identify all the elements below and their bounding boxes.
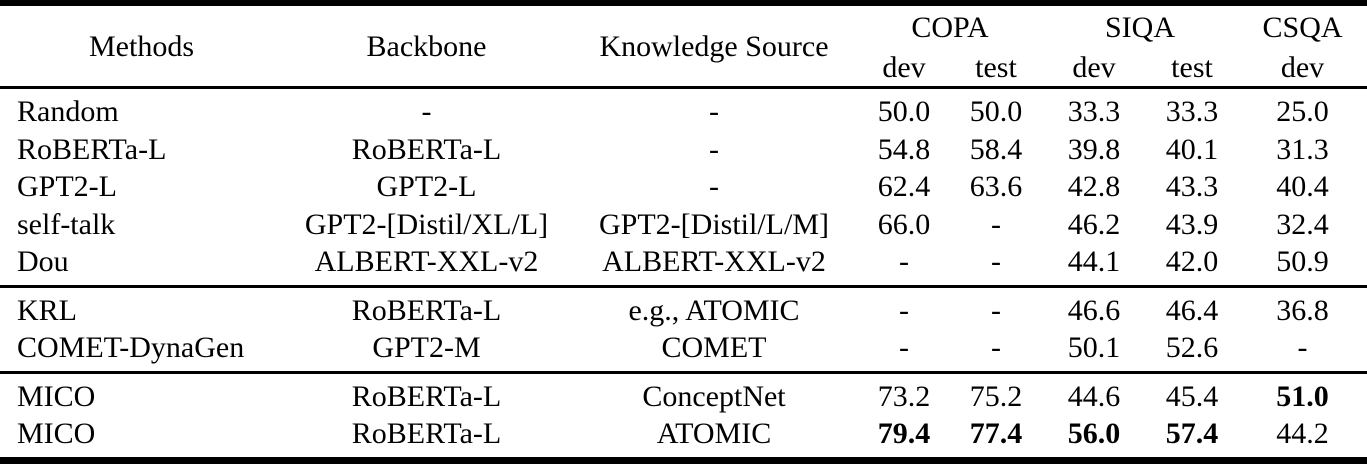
score-cell: 63.6 bbox=[969, 170, 1023, 204]
header-copa-dev: dev bbox=[882, 50, 926, 84]
method-cell: MICO bbox=[17, 379, 96, 413]
method-cell: KRL bbox=[17, 293, 77, 327]
score-cell: - bbox=[899, 293, 909, 327]
header-backbone: Backbone bbox=[366, 29, 487, 63]
header-copa-group: COPA bbox=[911, 10, 989, 44]
score-cell: 50.1 bbox=[1067, 331, 1121, 365]
table-block-3 bbox=[0, 372, 1367, 460]
score-cell: 33.3 bbox=[1165, 95, 1219, 129]
score-cell: 39.8 bbox=[1067, 132, 1121, 166]
method-cell: COMET-DynaGen bbox=[17, 331, 245, 365]
backbone-cell: GPT2-L bbox=[376, 170, 477, 204]
score-cell: 46.4 bbox=[1165, 293, 1219, 327]
score-cell: 77.4 bbox=[969, 417, 1023, 451]
score-cell: - bbox=[899, 331, 909, 365]
score-cell: 57.4 bbox=[1165, 417, 1219, 451]
score-cell: 79.4 bbox=[877, 417, 931, 451]
score-cell: 50.0 bbox=[877, 95, 931, 129]
score-cell: 40.4 bbox=[1276, 170, 1329, 204]
knowledge-source-cell: - bbox=[709, 170, 719, 204]
backbone-cell: GPT2-[Distil/XL/L] bbox=[304, 207, 549, 241]
score-cell: 54.8 bbox=[877, 132, 931, 166]
backbone-cell: RoBERTa-L bbox=[351, 293, 502, 327]
score-cell: 46.6 bbox=[1067, 293, 1121, 327]
method-cell: Random bbox=[17, 95, 119, 129]
score-cell: 40.1 bbox=[1165, 132, 1219, 166]
score-cell: - bbox=[991, 331, 1001, 365]
score-cell: 46.2 bbox=[1067, 207, 1121, 241]
method-cell: self-talk bbox=[17, 207, 116, 241]
score-cell: 42.0 bbox=[1165, 245, 1219, 279]
table-block-1 bbox=[0, 88, 1367, 287]
header-group-row bbox=[0, 3, 1367, 48]
header-siqa-group: SIQA bbox=[1105, 10, 1176, 44]
score-cell: 36.8 bbox=[1276, 293, 1329, 327]
score-cell: 58.4 bbox=[969, 132, 1023, 166]
header-siqa-dev: dev bbox=[1072, 50, 1116, 84]
score-cell: - bbox=[991, 207, 1001, 241]
table-row bbox=[0, 88, 1367, 131]
score-cell: - bbox=[991, 293, 1001, 327]
knowledge-source-cell: GPT2-[Distil/L/M] bbox=[599, 207, 829, 241]
backbone-cell: RoBERTa-L bbox=[351, 417, 502, 451]
table-row bbox=[0, 329, 1367, 372]
score-cell: 33.3 bbox=[1067, 95, 1121, 129]
score-cell: - bbox=[991, 245, 1001, 279]
backbone-cell: GPT2-M bbox=[372, 331, 481, 365]
table-header bbox=[0, 3, 1367, 88]
header-csqa-dev: dev bbox=[1280, 50, 1325, 84]
method-cell: GPT2-L bbox=[17, 170, 117, 204]
table-row bbox=[0, 372, 1367, 415]
score-cell: 75.2 bbox=[969, 379, 1023, 413]
score-cell: 32.4 bbox=[1276, 207, 1329, 241]
knowledge-source-cell: COMET bbox=[661, 331, 767, 365]
backbone-cell: RoBERTa-L bbox=[351, 379, 502, 413]
score-cell: 25.0 bbox=[1276, 95, 1329, 129]
backbone-cell: RoBERTa-L bbox=[351, 132, 502, 166]
header-siqa-test: test bbox=[1171, 50, 1213, 84]
score-cell: 73.2 bbox=[877, 379, 931, 413]
header-knowledge-source: Knowledge Source bbox=[599, 29, 829, 63]
table-block-2 bbox=[0, 286, 1367, 372]
knowledge-source-cell: ConceptNet bbox=[642, 379, 786, 413]
knowledge-source-cell: - bbox=[709, 95, 719, 129]
score-cell: 51.0 bbox=[1276, 379, 1329, 413]
table-row bbox=[0, 206, 1367, 244]
knowledge-source-cell: e.g., ATOMIC bbox=[628, 293, 800, 327]
score-cell: 43.3 bbox=[1165, 170, 1219, 204]
score-cell: 52.6 bbox=[1165, 331, 1219, 365]
score-cell: 31.3 bbox=[1276, 132, 1329, 166]
score-cell: 43.9 bbox=[1165, 207, 1219, 241]
score-cell: 66.0 bbox=[877, 207, 931, 241]
table-row bbox=[0, 243, 1367, 286]
knowledge-source-cell: ALBERT-XXL-v2 bbox=[602, 245, 826, 279]
backbone-cell: ALBERT-XXL-v2 bbox=[314, 245, 539, 279]
score-cell: 50.0 bbox=[969, 95, 1023, 129]
header-copa-test: test bbox=[975, 50, 1017, 84]
method-cell: MICO bbox=[17, 417, 96, 451]
backbone-cell: - bbox=[421, 95, 432, 129]
score-cell: 62.4 bbox=[877, 170, 931, 204]
score-cell: - bbox=[899, 245, 909, 279]
score-cell: 44.2 bbox=[1276, 417, 1329, 451]
score-cell: 44.6 bbox=[1067, 379, 1121, 413]
score-cell: 50.9 bbox=[1276, 245, 1329, 279]
score-cell: 45.4 bbox=[1165, 379, 1219, 413]
score-cell: 44.1 bbox=[1067, 245, 1121, 279]
knowledge-source-cell: ATOMIC bbox=[656, 417, 772, 451]
table-row bbox=[0, 131, 1367, 169]
header-methods: Methods bbox=[89, 29, 194, 63]
knowledge-source-cell: - bbox=[709, 132, 719, 166]
method-cell: RoBERTa-L bbox=[17, 132, 167, 166]
method-cell: Dou bbox=[17, 245, 69, 279]
header-csqa-group: CSQA bbox=[1262, 10, 1343, 44]
score-cell: 56.0 bbox=[1067, 417, 1121, 451]
table-row bbox=[0, 286, 1367, 329]
table-row bbox=[0, 415, 1367, 460]
score-cell: - bbox=[1297, 331, 1308, 365]
score-cell: 42.8 bbox=[1067, 170, 1121, 204]
table-row bbox=[0, 168, 1367, 206]
